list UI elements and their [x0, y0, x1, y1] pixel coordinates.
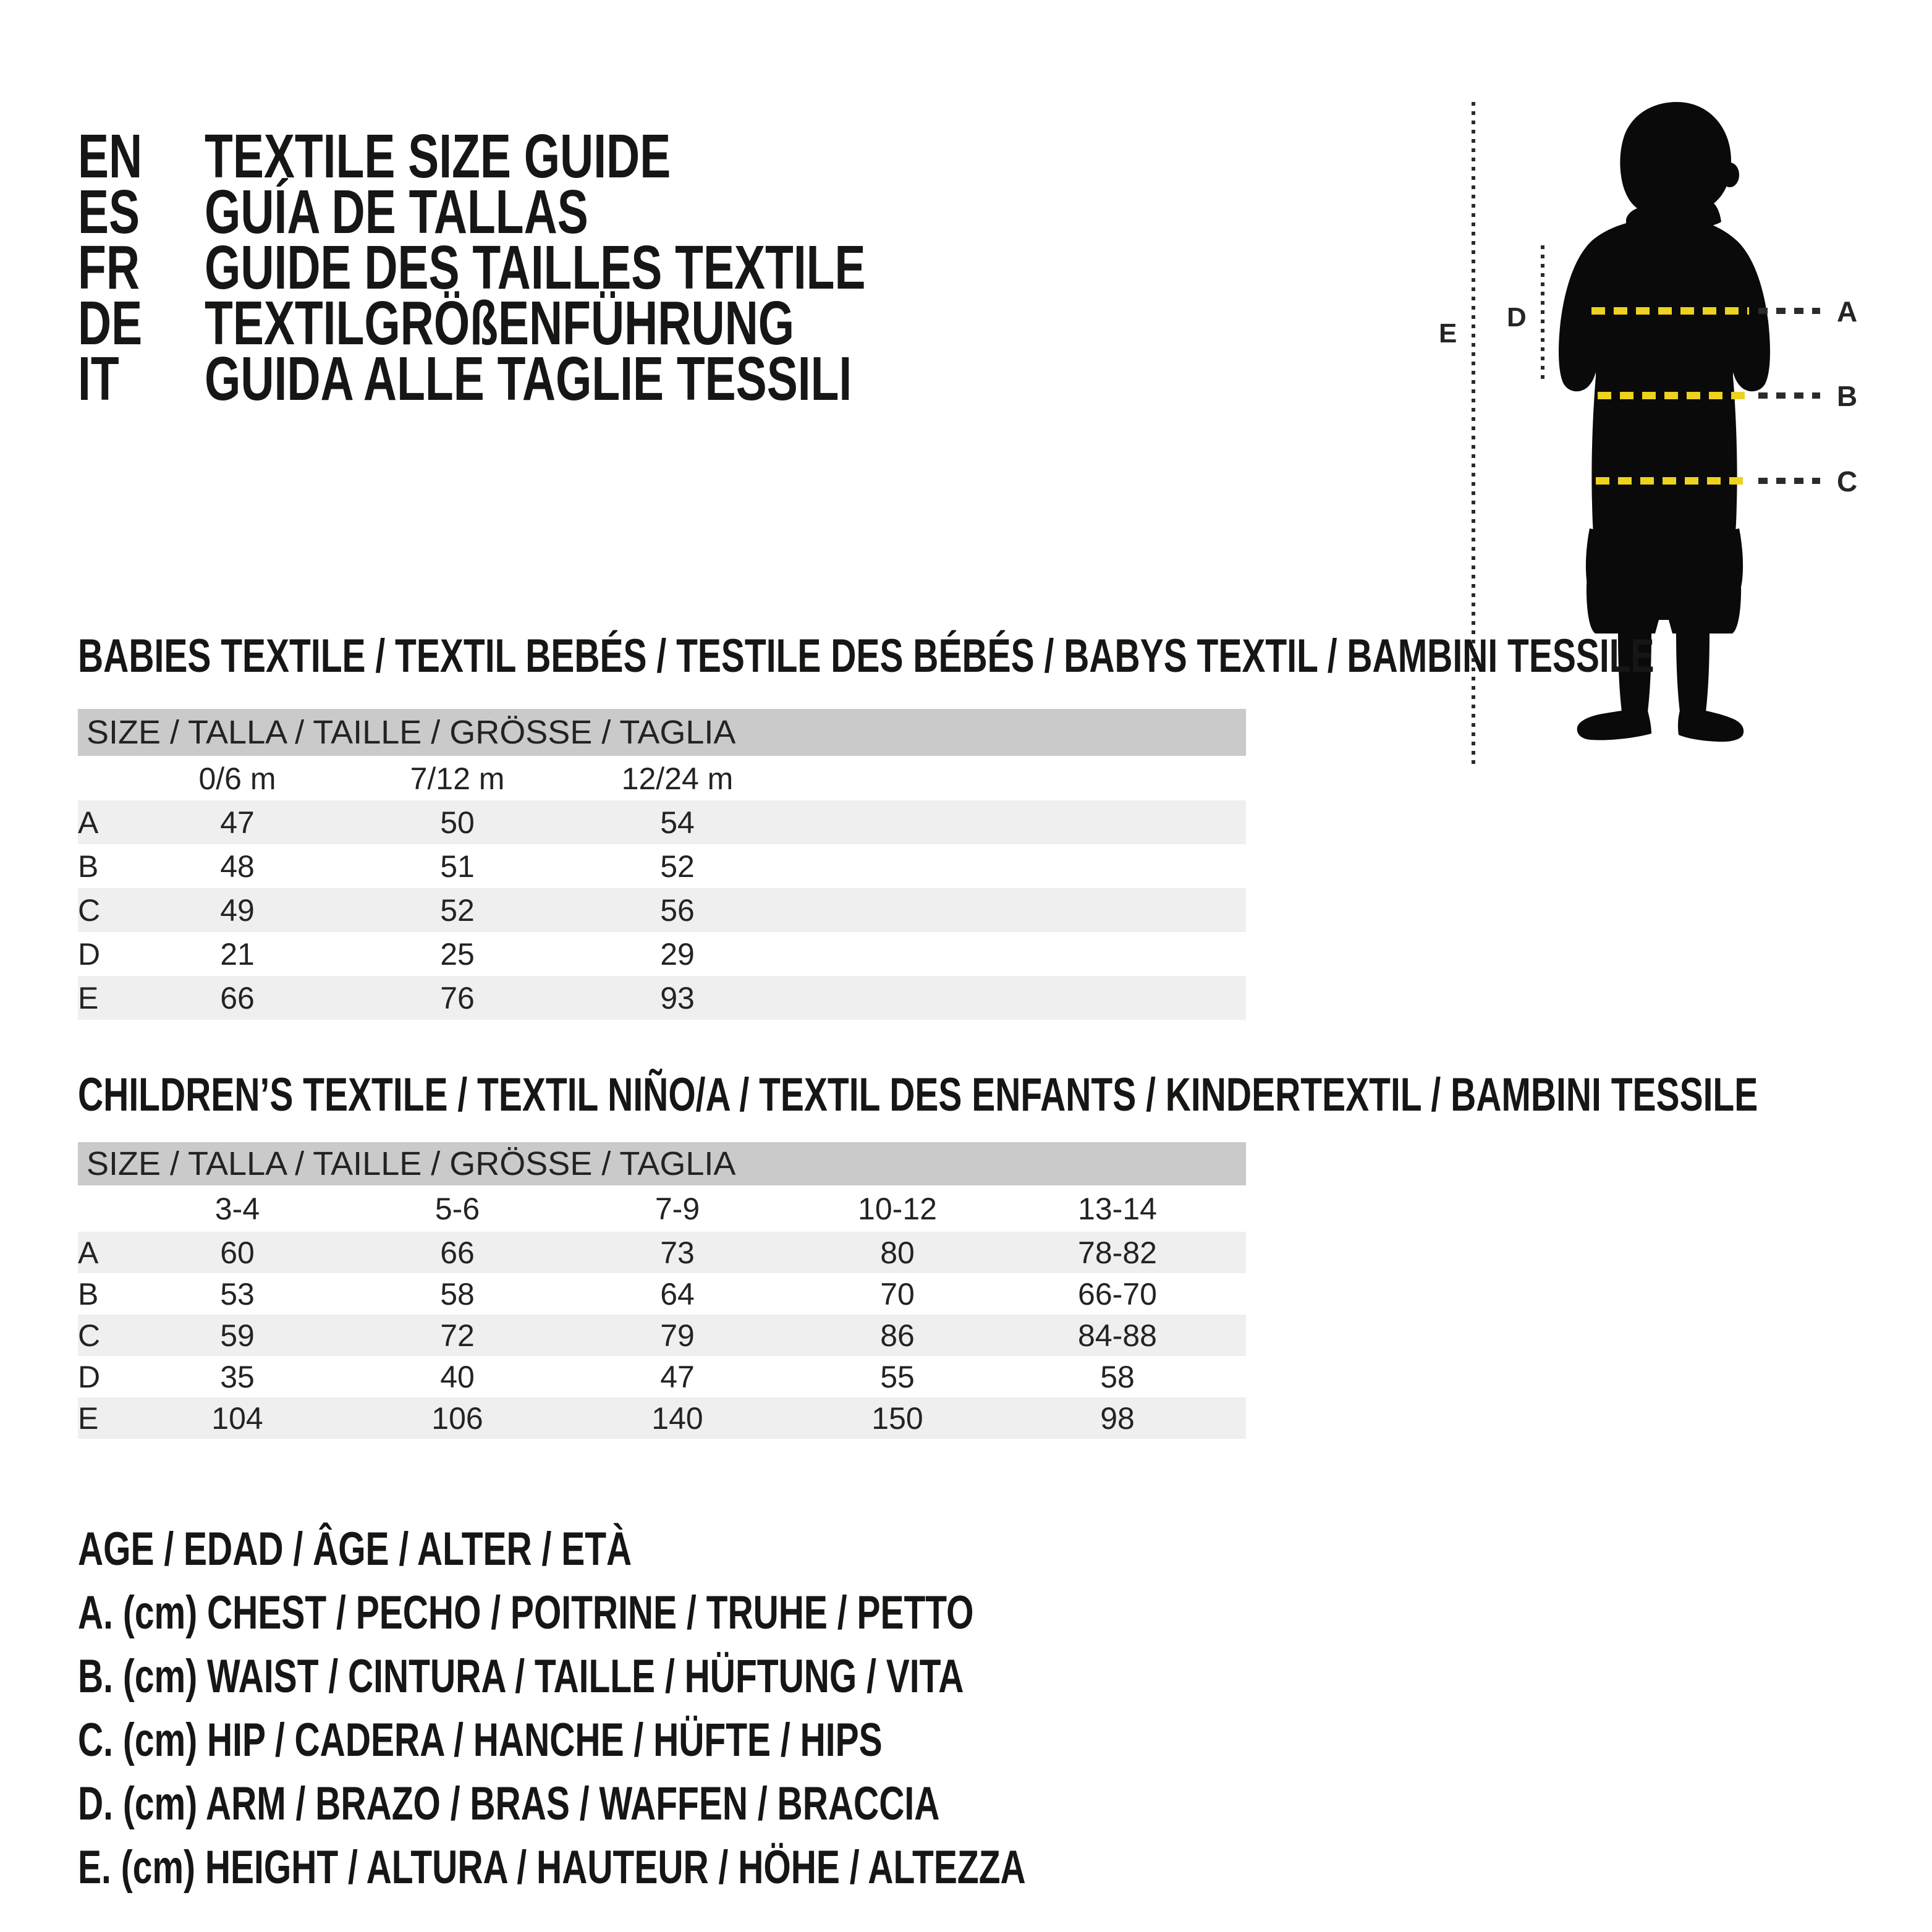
label-c: C: [1837, 465, 1858, 498]
label-e: E: [1439, 318, 1457, 349]
table-cell: 48: [220, 849, 255, 884]
table-cell: 66-70: [1078, 1276, 1157, 1311]
language-title: TEXTILE SIZE GUIDE: [205, 122, 671, 191]
children-section-heading: [78, 1070, 1932, 1120]
table-cell: 106: [431, 1400, 483, 1436]
language-title: TEXTILGRÖßENFÜHRUNG: [205, 289, 795, 358]
column-header: 3-4: [214, 1192, 260, 1226]
table-cell: 40: [440, 1359, 475, 1394]
children-size-header-bar: [78, 1142, 1246, 1185]
children-size-header-text: SIZE / TALLA / TAILLE / GRÖSSE / TAGLIA: [87, 1145, 736, 1182]
table-row: [78, 1397, 1246, 1439]
legend-line: [78, 1772, 1342, 1836]
column-header: 10-12: [858, 1192, 937, 1226]
table-cell: 76: [440, 980, 475, 1015]
table-cell: 21: [220, 936, 255, 972]
legend-line: [78, 1517, 1342, 1581]
language-row: [78, 289, 1086, 358]
table-cell: 53: [220, 1276, 255, 1311]
language-title: GUIDA ALLE TAGLIE TESSILI: [205, 344, 852, 413]
children-column-headers: [78, 1189, 1246, 1229]
table-row: [78, 800, 1246, 844]
table-cell: 60: [220, 1235, 255, 1270]
language-row: [78, 177, 1086, 247]
babies-heading-text: BABIES TEXTILE / TEXTIL BEBÉS / TESTILE DES BÉBÉS / BABYS TEXTIL / BAMBINI TESSILE: [78, 630, 1654, 682]
table-cell: 52: [660, 849, 695, 884]
column-header: 13-14: [1078, 1192, 1157, 1226]
table-cell: 35: [220, 1359, 255, 1394]
legend-line-text: C. (cm) HIP / CADERA / HANCHE / HÜFTE / HIPS: [78, 1714, 883, 1766]
language-code: FR: [78, 233, 140, 302]
table-cell: 72: [440, 1318, 475, 1353]
language-code: DE: [78, 289, 143, 358]
language-row: [78, 122, 1086, 191]
table-row: [78, 1232, 1246, 1273]
row-label: B: [78, 849, 99, 884]
table-cell: 79: [660, 1318, 695, 1353]
table-cell: 64: [660, 1276, 695, 1311]
table-row: [78, 888, 1246, 932]
table-cell: 93: [660, 980, 695, 1015]
table-row: [78, 844, 1246, 888]
table-cell: 66: [220, 980, 255, 1015]
legend-line: [78, 1645, 1342, 1708]
table-cell: 47: [220, 805, 255, 840]
table-row: [78, 976, 1246, 1020]
table-cell: 150: [871, 1400, 923, 1436]
row-label: D: [78, 1359, 101, 1394]
legend-line-text: AGE / EDAD / ÂGE / ALTER / ETÀ: [78, 1523, 632, 1575]
column-header: 0/6 m: [198, 761, 276, 796]
legend-line-text: D. (cm) ARM / BRAZO / BRAS / WAFFEN / BRACCIA: [78, 1777, 940, 1830]
table-cell: 58: [440, 1276, 475, 1311]
language-row: [78, 233, 1086, 302]
babies-section-heading: [78, 632, 1932, 681]
label-d: D: [1507, 302, 1527, 333]
table-cell: 52: [440, 892, 475, 928]
legend-line: [78, 1708, 1342, 1772]
babies-table: [78, 800, 1246, 1020]
table-row: [78, 1356, 1246, 1397]
row-label: B: [78, 1276, 99, 1311]
language-code: EN: [78, 122, 143, 191]
column-header: 7-9: [655, 1192, 700, 1226]
table-cell: 59: [220, 1318, 255, 1353]
table-row: [78, 932, 1246, 976]
table-cell: 70: [880, 1276, 915, 1311]
column-header: 12/24 m: [621, 761, 734, 796]
children-table: [78, 1232, 1246, 1439]
label-b: B: [1837, 380, 1858, 412]
table-cell: 58: [1100, 1359, 1135, 1394]
legend-line-text: B. (cm) WAIST / CINTURA / TAILLE / HÜFTUNG / VITA: [78, 1650, 964, 1703]
table-cell: 51: [440, 849, 475, 884]
legend-line-text: A. (cm) CHEST / PECHO / POITRINE / TRUHE / PETTO: [78, 1587, 974, 1639]
table-cell: 80: [880, 1235, 915, 1270]
language-code: ES: [78, 177, 140, 247]
legend-line: [78, 1836, 1342, 1899]
row-label: C: [78, 1318, 101, 1353]
measurement-legend: [78, 1517, 1342, 1899]
table-cell: 73: [660, 1235, 695, 1270]
table-cell: 29: [660, 936, 695, 972]
row-label: E: [78, 980, 99, 1015]
language-title: GUIDE DES TAILLES TEXTILE: [205, 233, 866, 302]
table-cell: 104: [211, 1400, 263, 1436]
table-cell: 66: [440, 1235, 475, 1270]
table-cell: 56: [660, 892, 695, 928]
table-row: [78, 1315, 1246, 1356]
label-a: A: [1837, 295, 1858, 328]
babies-size-header-bar: [78, 709, 1246, 756]
babies-column-headers: [78, 759, 1246, 799]
legend-line-text: E. (cm) HEIGHT / ALTURA / HAUTEUR / HÖHE / ALTEZZA: [78, 1841, 1026, 1894]
table-cell: 78-82: [1078, 1235, 1157, 1270]
row-label: D: [78, 936, 101, 972]
babies-size-header-text: SIZE / TALLA / TAILLE / GRÖSSE / TAGLIA: [87, 714, 736, 751]
table-cell: 140: [651, 1400, 703, 1436]
table-cell: 47: [660, 1359, 695, 1394]
column-header: 7/12 m: [410, 761, 505, 796]
row-label: E: [78, 1400, 99, 1436]
language-title-list: [78, 122, 1086, 413]
table-row: [78, 1273, 1246, 1315]
table-cell: 49: [220, 892, 255, 928]
language-title: GUÍA DE TALLAS: [205, 177, 588, 247]
column-header: 5-6: [434, 1192, 480, 1226]
row-label: C: [78, 892, 101, 928]
row-label: A: [78, 805, 99, 840]
language-row: [78, 344, 1086, 413]
table-cell: 55: [880, 1359, 915, 1394]
legend-line: [78, 1581, 1342, 1645]
table-cell: 50: [440, 805, 475, 840]
table-cell: 98: [1100, 1400, 1135, 1436]
row-label: A: [78, 1235, 99, 1270]
language-code: IT: [78, 344, 119, 413]
table-cell: 25: [440, 936, 475, 972]
children-heading-text: CHILDREN’S TEXTILE / TEXTIL NIÑO/A / TEXTIL DES ENFANTS / KINDERTEXTIL / BAMBINI TESSILE: [78, 1069, 1758, 1121]
table-cell: 86: [880, 1318, 915, 1353]
table-cell: 54: [660, 805, 695, 840]
table-cell: 84-88: [1078, 1318, 1157, 1353]
